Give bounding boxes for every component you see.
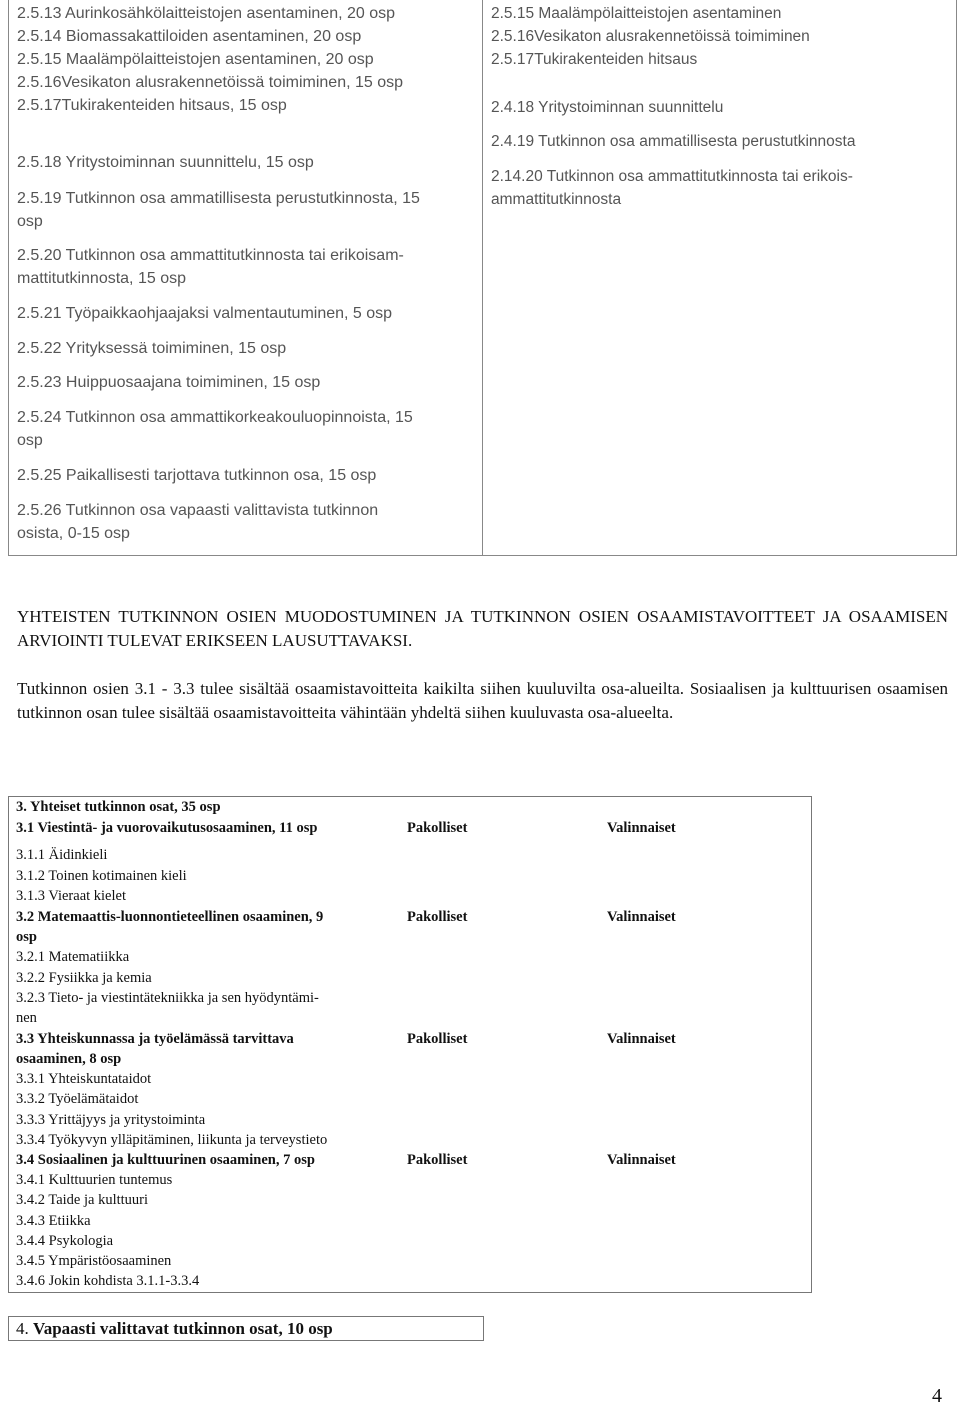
selected-unit-item: ammattitutkinnosta xyxy=(491,191,622,208)
section-4-label: Vapaasti valittavat tutkinnon osat, 10 osp xyxy=(33,1319,333,1338)
optional-column-label: Valinnaiset xyxy=(607,1152,676,1168)
row-label: 3.4.4 Psykologia xyxy=(16,1233,114,1249)
section-4-number: 4. xyxy=(16,1319,29,1338)
row-label: 3.2.1 Matematiikka xyxy=(16,949,130,965)
mandatory-column-label: Pakolliset xyxy=(407,909,468,925)
selected-unit-item: 2.5.16Vesikaton alusrakennetöissä toimiminen xyxy=(491,28,810,45)
mandatory-column-label: Pakolliset xyxy=(407,1031,468,1047)
unit-item: 2.5.20 Tutkinnon osa ammattitutkinnosta tai erikoisam- xyxy=(17,247,404,264)
row-label: 3.4.1 Kulttuurien tuntemus xyxy=(16,1172,173,1188)
section-4-title xyxy=(16,1318,333,1340)
row-label: 3.2.3 Tieto- ja viestintätekniikka ja sen hyödyntämi- xyxy=(16,990,319,1006)
unit-item: 2.5.21 Työpaikkaohjaajaksi valmentautuminen, 5 osp xyxy=(17,305,393,322)
mandatory-column-label: Pakolliset xyxy=(407,820,468,836)
unit-item: 2.5.18 Yritystoiminnan suunnittelu, 15 osp xyxy=(17,154,314,171)
unit-item: 2.5.22 Yrityksessä toimiminen, 15 osp xyxy=(17,340,287,357)
row-label: 3.3.3 Yrittäjyys ja yritystoiminta xyxy=(16,1112,206,1128)
optional-column-label: Valinnaiset xyxy=(607,1031,676,1047)
unit-item: 2.5.26 Tutkinnon osa vapaasti valittavista tutkinnon xyxy=(17,502,379,519)
row-label: 3.2 Matemaattis-luonnontieteellinen osaaminen, 9 xyxy=(16,909,324,925)
row-label: 3.3.1 Yhteiskuntataidot xyxy=(16,1071,152,1087)
common-units-table xyxy=(8,796,812,1293)
row-label: 3.1 Viestintä- ja vuorovaikutusosaaminen, 11 osp xyxy=(16,820,318,836)
unit-item: 2.5.19 Tutkinnon osa ammatillisesta perustutkinnosta, 15 xyxy=(17,190,420,207)
unit-item: 2.5.17Tukirakenteiden hitsaus, 15 osp xyxy=(17,97,287,114)
right-column xyxy=(483,0,956,555)
optional-column-label: Valinnaiset xyxy=(607,909,676,925)
row-label: 3.3.2 Työelämätaidot xyxy=(16,1091,139,1107)
selected-unit-item: 2.4.19 Tutkinnon osa ammatillisesta perustutkinnosta xyxy=(491,133,856,150)
unit-item: 2.5.15 Maalämpölaitteistojen asentaminen, 20 osp xyxy=(17,51,374,68)
unit-item: osp xyxy=(17,432,43,449)
unit-item: 2.5.25 Paikallisesti tarjottava tutkinnon osa, 15 osp xyxy=(17,467,377,484)
selected-unit-item: 2.5.17Tukirakenteiden hitsaus xyxy=(491,51,698,68)
selected-unit-item: 2.14.20 Tutkinnon osa ammattitutkinnosta tai erikois- xyxy=(491,168,853,185)
row-label: 3.3.4 Työkyvyn ylläpitäminen, liikunta ja terveystieto xyxy=(16,1132,328,1148)
unit-item: 2.5.23 Huippuosaajana toimiminen, 15 osp xyxy=(17,374,321,391)
row-label: 3.2.2 Fysiikka ja kemia xyxy=(16,970,152,986)
left-column xyxy=(9,0,483,555)
row-label: 3.4 Sosiaalinen ja kulttuurinen osaaminen, 7 osp xyxy=(16,1152,315,1168)
row-label: 3.4.6 Jokin kohdista 3.1.1-3.3.4 xyxy=(16,1273,200,1289)
unit-item: osp xyxy=(17,213,43,230)
notice-paragraph: Tutkinnon osien 3.1 - 3.3 tulee sisältää osaamistavoitteita kaikilta siihen kuuluvilta osa-alueilta. Sosiaalisen ja kulttuurisen osaamisen tutkinnon osan tulee sisältää osaamistavoitteita vähintään yhdeltä siihen kuuluvasta osa-alueelta. xyxy=(17,679,948,722)
row-label: 3.1.1 Äidinkieli xyxy=(16,847,108,863)
row-label: 3.4.3 Etiikka xyxy=(16,1213,91,1229)
selected-unit-item: 2.4.18 Yritystoiminnan suunnittelu xyxy=(491,99,724,116)
unit-item: 2.5.14 Biomassakattiloiden asentaminen, 20 osp xyxy=(17,28,362,45)
row-label: 3.4.2 Taide ja kulttuuri xyxy=(16,1192,149,1208)
notice-caps: YHTEISTEN TUTKINNON OSIEN MUODOSTUMINEN JA TUTKINNON OSIEN OSAAMISTAVOITTEET JA OSAAMISEN ARVIOINTI TULEVAT ERIKSEEN LAUSUTTAVAKSI. xyxy=(17,607,948,650)
row-label: 3.1.2 Toinen kotimainen kieli xyxy=(16,868,187,884)
optional-column-label: Valinnaiset xyxy=(607,820,676,836)
row-label: osp xyxy=(16,929,37,945)
row-label: 3.3 Yhteiskunnassa ja työelämässä tarvittava xyxy=(16,1031,294,1047)
table-heading-text: 3. Yhteiset tutkinnon osat, 35 osp xyxy=(16,799,221,815)
row-label: nen xyxy=(16,1010,37,1026)
mandatory-column-label: Pakolliset xyxy=(407,1152,468,1168)
unit-item: 2.5.16Vesikaton alusrakennetöissä toimiminen, 15 osp xyxy=(17,74,404,91)
row-label: 3.1.3 Vieraat kielet xyxy=(16,888,126,904)
unit-item: mattitutkinnosta, 15 osp xyxy=(17,270,186,287)
unit-item: 2.5.13 Aurinkosähkölaitteistojen asentaminen, 20 osp xyxy=(17,5,396,22)
unit-item: 2.5.24 Tutkinnon osa ammattikorkeakouluopinnoista, 15 xyxy=(17,409,413,426)
row-label: osaaminen, 8 osp xyxy=(16,1051,122,1067)
selected-unit-item: 2.5.15 Maalämpölaitteistojen asentaminen xyxy=(491,5,782,22)
row-label: 3.4.5 Ympäristöosaaminen xyxy=(16,1253,172,1269)
qualification-units-table xyxy=(8,0,957,556)
page-number: 4 xyxy=(932,1385,942,1407)
unit-item: osista, 0-15 osp xyxy=(17,525,130,542)
